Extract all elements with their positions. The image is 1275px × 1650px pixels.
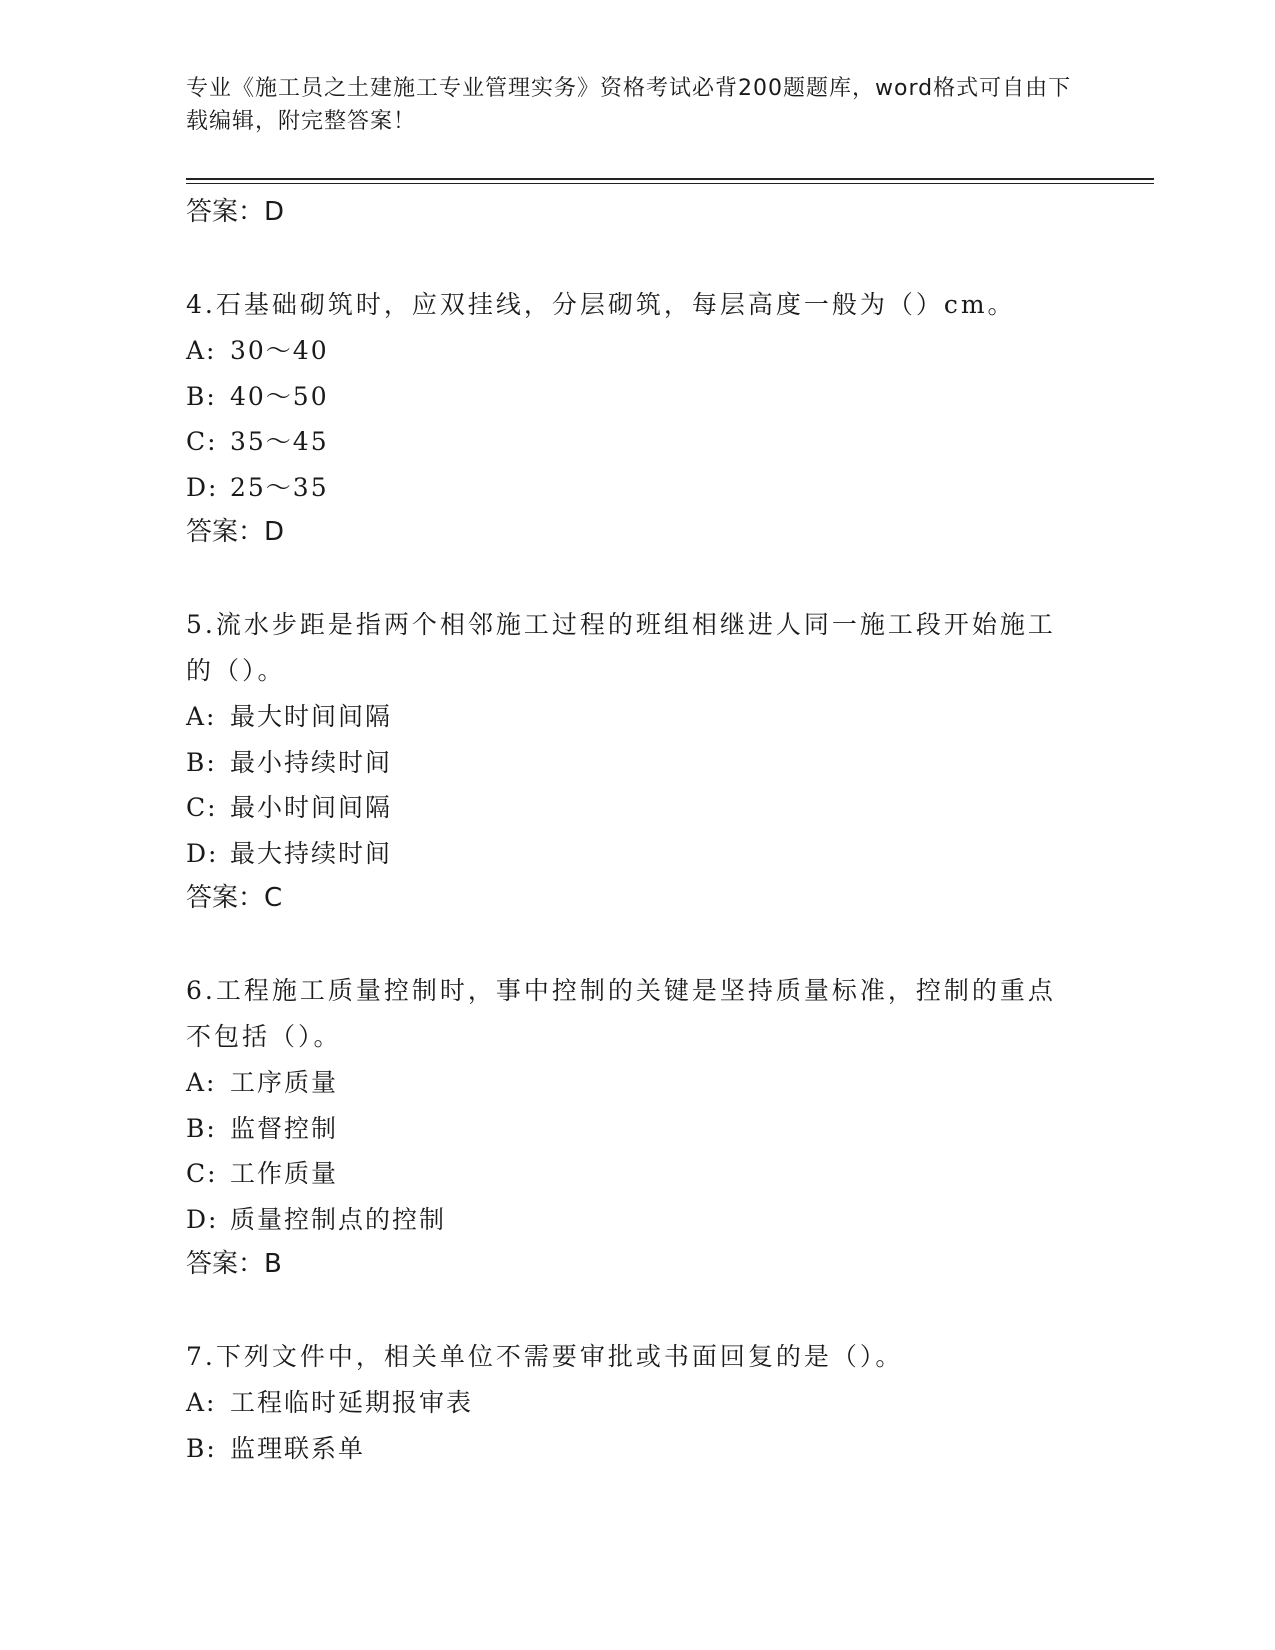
option-text: 最小持续时间	[230, 747, 393, 777]
option-text: 工序质量	[230, 1068, 339, 1097]
option-row	[186, 694, 1066, 740]
option-key: A:	[186, 702, 217, 731]
option-text: 40～50	[230, 381, 329, 411]
option-key: B:	[186, 1113, 217, 1143]
option-text: 25～35	[230, 472, 329, 502]
page-header: 专业《施工员之土建施工专业管理实务》资格考试必背200题题库，word格式可自由下载编辑，附完整答案！	[186, 76, 1072, 134]
option-key: B:	[186, 747, 217, 777]
question-gap	[186, 920, 1066, 968]
option-row	[186, 419, 1066, 465]
option-row	[186, 1151, 1066, 1197]
option-key: D:	[186, 472, 219, 502]
option-key: D:	[186, 838, 219, 868]
option-row	[186, 1197, 1066, 1243]
option-text: 工程临时延期报审表	[230, 1388, 474, 1417]
option-row	[186, 374, 1066, 420]
question-text: 4.石基础砌筑时，应双挂线，分层砌筑，每层高度一般为（）cm。	[186, 290, 1016, 319]
option-text: 最大时间间隔	[230, 702, 393, 731]
question-gap	[186, 1286, 1066, 1334]
option-text: 质量控制点的控制	[230, 1204, 447, 1234]
option-text: 监督控制	[230, 1113, 339, 1143]
header-rule-thin	[186, 183, 1154, 184]
question-block	[186, 282, 1066, 554]
question-text: 6.工程施工质量控制时，事中控制的关键是坚持质量标准，控制的重点不包括（）。	[186, 976, 1056, 1051]
option-row	[186, 1060, 1066, 1106]
option-row	[186, 1380, 1066, 1426]
option-text: 工作质量	[230, 1159, 339, 1188]
option-key: B:	[186, 1433, 217, 1463]
question-gap	[186, 234, 1066, 282]
question-block	[186, 1334, 1066, 1471]
option-text: 最小时间间隔	[230, 793, 393, 822]
option-key: A:	[186, 1388, 217, 1417]
question-gap	[186, 554, 1066, 602]
answer-line: 答案：B	[186, 1249, 282, 1279]
option-row	[186, 831, 1066, 877]
question-block	[186, 968, 1066, 1286]
option-key: C:	[186, 1159, 218, 1188]
option-text: 35～45	[230, 427, 329, 456]
option-row	[186, 1426, 1066, 1472]
option-row	[186, 785, 1066, 831]
option-key: D:	[186, 1204, 219, 1234]
answer-line: 答案：C	[186, 883, 283, 913]
option-key: C:	[186, 427, 218, 456]
answer-line: 答案：D	[186, 517, 285, 547]
option-row	[186, 328, 1066, 374]
answer-line: 答案：D	[186, 197, 285, 227]
header-rule	[186, 178, 1154, 180]
option-row	[186, 740, 1066, 786]
option-key: B:	[186, 381, 217, 411]
option-text: 监理联系单	[230, 1433, 366, 1463]
questions-container	[186, 234, 1066, 1471]
question-block	[186, 602, 1066, 920]
question-list	[186, 190, 1066, 1471]
option-key: A:	[186, 1068, 217, 1097]
option-row	[186, 465, 1066, 511]
question-text: 7.下列文件中，相关单位不需要审批或书面回复的是（）。	[186, 1342, 904, 1371]
option-row	[186, 1106, 1066, 1152]
option-text: 最大持续时间	[230, 838, 393, 868]
option-key: C:	[186, 793, 218, 822]
option-text: 30～40	[230, 336, 329, 365]
option-key: A:	[186, 336, 217, 365]
question-text: 5.流水步距是指两个相邻施工过程的班组相继进人同一施工段开始施工的（）。	[186, 610, 1056, 685]
